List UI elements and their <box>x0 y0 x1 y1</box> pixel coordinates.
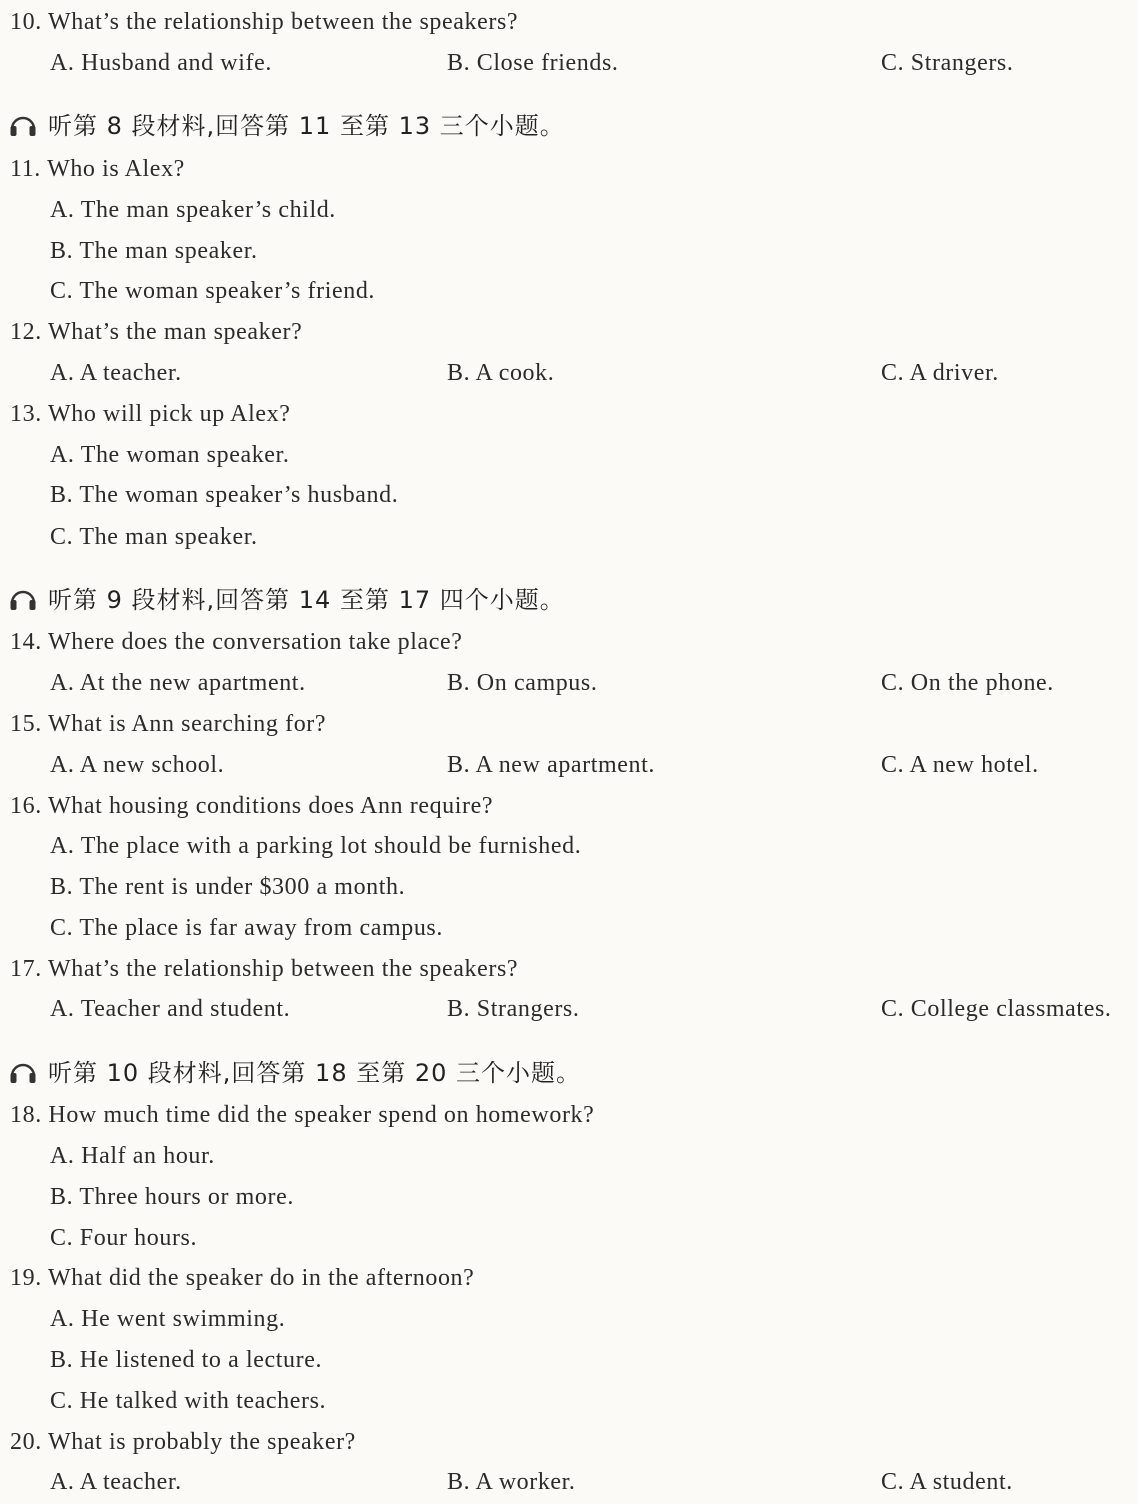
option-b: B. The man speaker. <box>50 238 258 264</box>
option-a: A. A teacher. <box>50 360 182 386</box>
question-14-stem: 14. Where does the conversation take place? <box>10 629 463 655</box>
question-16-stem: 16. What housing conditions does Ann require? <box>10 793 494 819</box>
question-13-option-c <box>0 517 1138 557</box>
option-b: B. Three hours or more. <box>50 1184 294 1210</box>
question-15-stem: 15. What is Ann searching for? <box>10 711 327 737</box>
question-17-options <box>0 989 1138 1029</box>
option-a: A. The man speaker’s child. <box>50 197 336 223</box>
option-a: A. The woman speaker. <box>50 442 290 468</box>
option-c: C. The man speaker. <box>50 524 258 550</box>
question-18-option-b <box>0 1177 1138 1217</box>
question-19-option-c <box>0 1381 1138 1421</box>
question-19-option-b <box>0 1340 1138 1380</box>
option-c: C. Strangers. <box>881 50 1014 76</box>
option-c: C. A new hotel. <box>881 752 1039 778</box>
question-18-option-c <box>0 1218 1138 1258</box>
option-a: A. He went swimming. <box>50 1306 286 1332</box>
question-13-stem: 13. Who will pick up Alex? <box>10 401 291 427</box>
option-b: B. A cook. <box>447 360 555 386</box>
question-19-stem: 19. What did the speaker do in the afternoon? <box>10 1265 475 1291</box>
option-a: A. Teacher and student. <box>50 996 291 1022</box>
option-b: B. He listened to a lecture. <box>50 1347 323 1373</box>
question-18-stem: 18. How much time did the speaker spend on homework? <box>10 1102 595 1128</box>
question-11-option-a <box>0 190 1138 230</box>
question-15-options <box>0 745 1138 785</box>
question-16-option-b <box>0 867 1138 907</box>
option-c: C. He talked with teachers. <box>50 1388 327 1414</box>
question-11-stem: 11. Who is Alex? <box>10 156 185 182</box>
section-header-9 <box>8 580 1138 620</box>
option-a: A. Husband and wife. <box>50 50 272 76</box>
question-16-option-a <box>0 826 1138 866</box>
option-c: C. A student. <box>881 1469 1013 1495</box>
section-header-10 <box>8 1053 1138 1093</box>
section-label: 听第 9 段材料,回答第 14 至第 17 四个小题。 <box>48 586 565 614</box>
option-c: C. A driver. <box>881 360 999 386</box>
option-b: B. A new apartment. <box>447 752 656 778</box>
question-12-stem: 12. What’s the man speaker? <box>10 319 303 345</box>
option-c: C. On the phone. <box>881 670 1054 696</box>
question-13-option-b <box>0 475 1138 515</box>
option-c: C. Four hours. <box>50 1225 198 1251</box>
question-11-option-b <box>0 231 1138 271</box>
option-a: A. A new school. <box>50 752 225 778</box>
question-12-options <box>0 353 1138 393</box>
question-10-stem: 10. What’s the relationship between the speakers? <box>10 9 519 35</box>
option-a: A. The place with a parking lot should be furnished. <box>50 833 582 859</box>
section-label: 听第 10 段材料,回答第 18 至第 20 三个小题。 <box>48 1059 582 1087</box>
question-14-options <box>0 663 1138 703</box>
question-20-options <box>0 1462 1138 1502</box>
option-b: B. The woman speaker’s husband. <box>50 482 399 508</box>
option-b: B. A worker. <box>447 1469 576 1495</box>
option-a: A. Half an hour. <box>50 1143 215 1169</box>
headphones-icon <box>8 1059 38 1085</box>
option-b: B. Close friends. <box>447 50 619 76</box>
option-c: C. College classmates. <box>881 996 1112 1022</box>
section-header-8 <box>8 106 1138 146</box>
section-label: 听第 8 段材料,回答第 11 至第 13 三个小题。 <box>48 112 565 140</box>
question-11-option-c <box>0 271 1138 311</box>
question-13-option-a <box>0 435 1138 475</box>
question-19-option-a <box>0 1299 1138 1339</box>
headphones-icon <box>8 112 38 138</box>
question-10-options <box>0 43 1138 83</box>
option-c: C. The place is far away from campus. <box>50 915 443 941</box>
option-a: A. At the new apartment. <box>50 670 306 696</box>
question-20-stem: 20. What is probably the speaker? <box>10 1429 356 1455</box>
headphones-icon <box>8 586 38 612</box>
option-b: B. The rent is under $300 a month. <box>50 874 406 900</box>
question-18-option-a <box>0 1136 1138 1176</box>
question-17-stem: 17. What’s the relationship between the speakers? <box>10 956 519 982</box>
option-c: C. The woman speaker’s friend. <box>50 278 376 304</box>
option-b: B. Strangers. <box>447 996 580 1022</box>
option-a: A. A teacher. <box>50 1469 182 1495</box>
question-16-option-c <box>0 908 1138 948</box>
option-b: B. On campus. <box>447 670 598 696</box>
